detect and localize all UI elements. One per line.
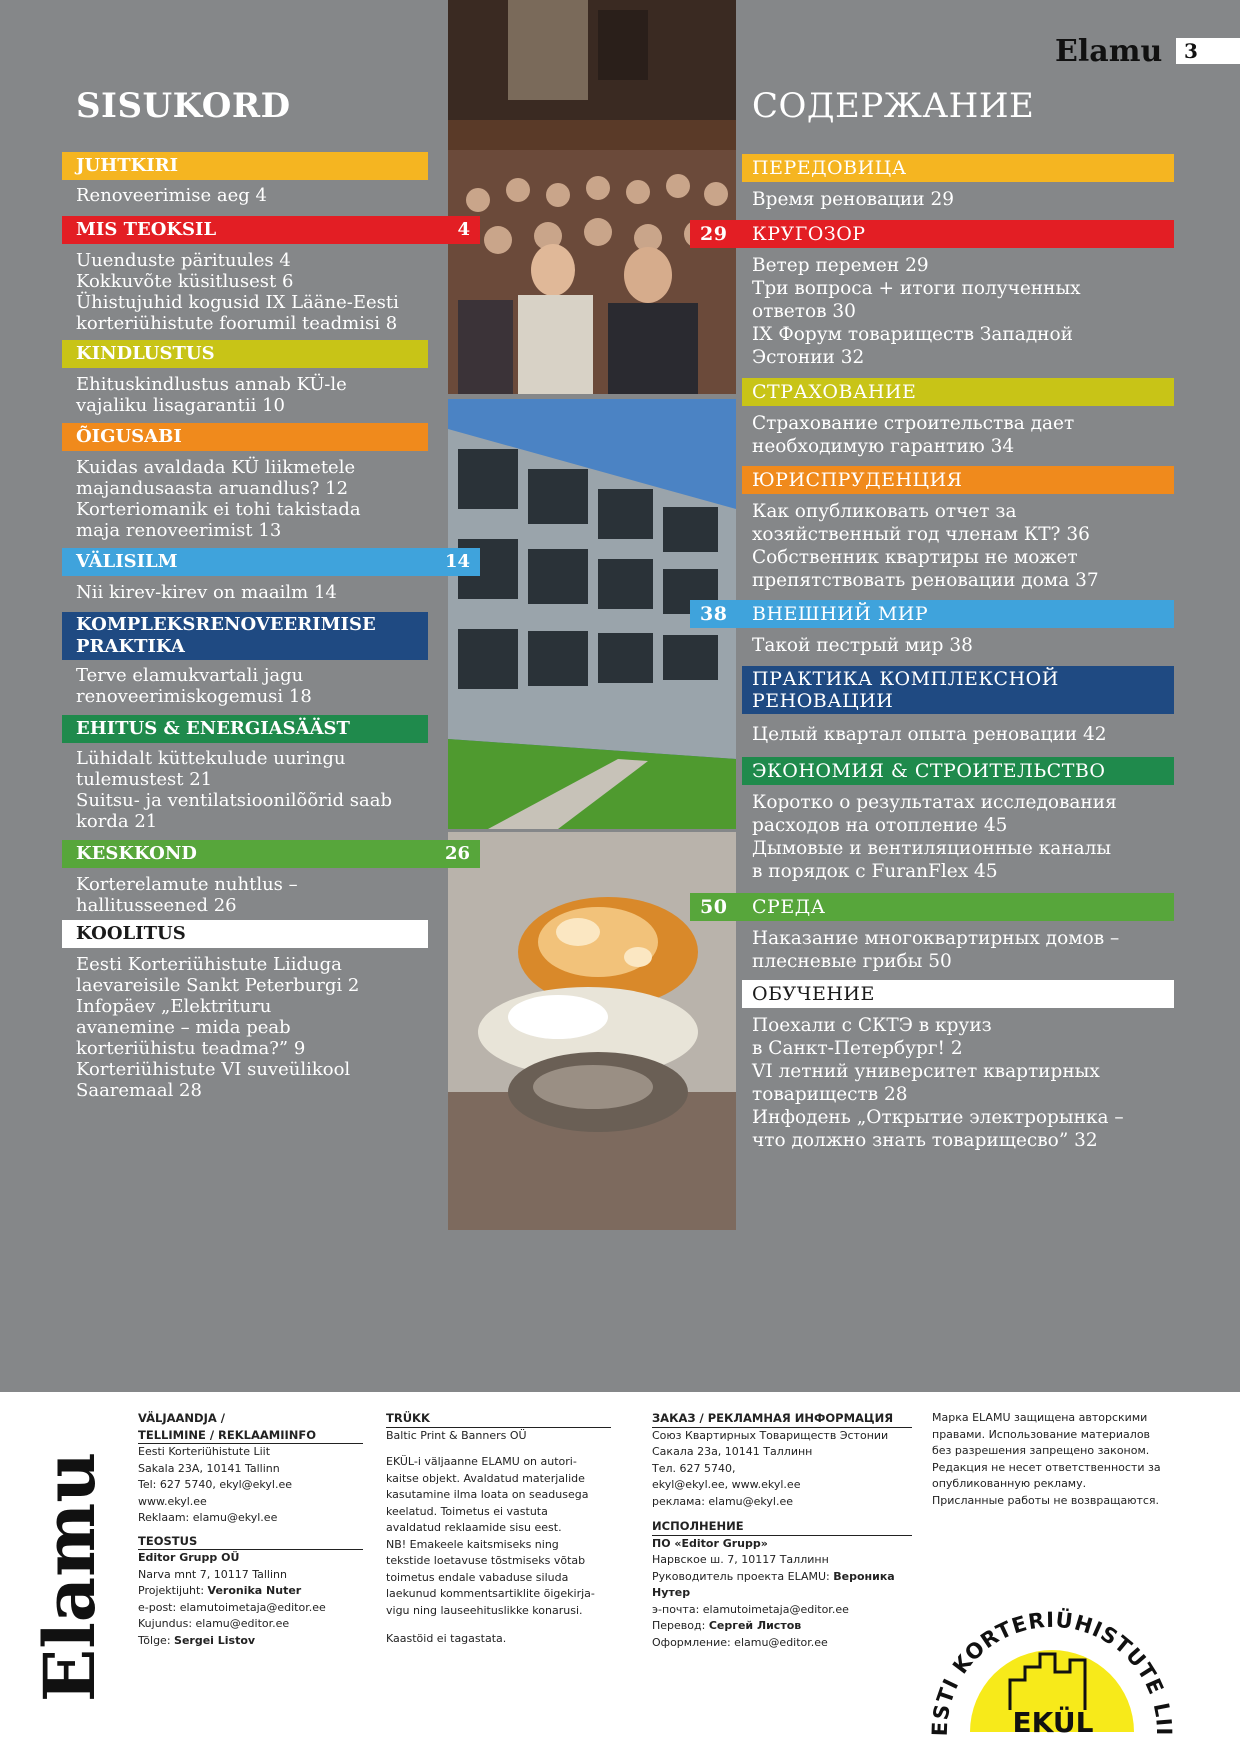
copyright-notice-line: toimetus endale vabaduse siluda	[386, 1570, 569, 1584]
et-section-bar	[62, 152, 428, 180]
vertical-logo-text: Elamu	[28, 1451, 111, 1703]
et-toc-item[interactable]: maja renoveerimist 13	[76, 520, 282, 541]
ru-execution-company: ПО «Editor Grupp»	[652, 1536, 768, 1550]
ru-toc-item[interactable]: Целый квартал опыта реновации 42	[752, 724, 1107, 745]
publisher-info-line: Sakala 23A, 10141 Tallinn	[138, 1461, 280, 1475]
publisher-info-line: Reklaam: elamu@ekyl.ee	[138, 1511, 278, 1524]
et-section-label: EHITUS & ENERGIASÄÄST	[76, 718, 350, 739]
imprint-col-copyright	[932, 1410, 1172, 1509]
ru-toc-item[interactable]: Поехали с СКТЭ в круиз	[752, 1015, 992, 1036]
ru-lead-name-2: Нутер	[652, 1586, 691, 1599]
et-toc-item[interactable]: Infopäev „Elektrituru	[76, 996, 272, 1017]
ru-toc-item[interactable]: в Санкт-Петербург! 2	[752, 1038, 963, 1059]
ru-publisher-info-line: Тел. 627 5740,	[652, 1461, 736, 1475]
imprint-col-publisher	[138, 1410, 363, 1649]
ru-section-label-2: РЕНОВАЦИИ	[752, 690, 894, 712]
et-toc-item[interactable]: Suitsu- ja ventilatsioonilõõrid saab	[76, 790, 392, 811]
et-toc-item[interactable]: vajaliku lisagarantii 10	[76, 395, 285, 416]
ekul-logo	[925, 1542, 1180, 1747]
et-toc-item[interactable]: Terve elamukvartali jagu	[76, 665, 304, 686]
ru-toc-item[interactable]: плесневые грибы 50	[752, 951, 952, 972]
ekul-arc-text: ESTI KORTERIÜHISTUTE LII	[927, 1607, 1177, 1737]
ru-section-bar	[742, 666, 1174, 714]
et-section-bar	[62, 423, 428, 451]
ru-copyright-line: Марка ELAMU защищена авторскими	[932, 1411, 1148, 1424]
ru-section-items	[752, 791, 1117, 883]
et-toc-item[interactable]: renoveerimiskogemusi 18	[76, 686, 312, 707]
et-toc-item[interactable]: Lühidalt küttekulude uuringu	[76, 748, 346, 769]
et-section-items	[76, 954, 359, 1101]
ru-section-bar	[742, 757, 1174, 785]
ru-lead-label: Руководитель проекта ELAMU:	[652, 1569, 834, 1583]
ru-toc-item[interactable]: Коротко о результатах исследования	[752, 792, 1117, 813]
copyright-notice-line: vigu ning lauseehituslikke konarusi.	[386, 1603, 583, 1617]
copyright-notice-line: EKÜL-i väljaanne ELAMU on autori-	[386, 1455, 577, 1468]
ru-section-bar	[690, 600, 1174, 628]
publisher-info-line: Eesti Korteriühistute Liit	[138, 1445, 271, 1458]
et-toc-item[interactable]: Eesti Korteriühistute Liiduga	[76, 954, 342, 975]
ru-section-label: КРУГОЗОР	[752, 223, 866, 245]
ru-publisher-info-line: Сакала 23а, 10141 Таллинн	[652, 1445, 813, 1458]
ru-lead-line-2	[652, 1585, 912, 1602]
ru-section-label: ПРАКТИКА КОМПЛЕКСНОЙ	[752, 668, 1059, 690]
ru-copyright-line: правами. Использование материалов	[932, 1427, 1151, 1441]
ru-toc-item[interactable]: необходимую гарантию 34	[752, 436, 1015, 457]
translation-name: Sergei Listov	[174, 1633, 256, 1647]
publisher-heading	[138, 1410, 363, 1427]
et-section-bar	[62, 612, 428, 660]
imprint-col-ru-publisher	[652, 1410, 912, 1651]
ru-toc-item[interactable]: расходов на отопление 45	[752, 815, 1008, 836]
ru-section-bar	[742, 154, 1174, 182]
ru-section-items	[752, 634, 973, 657]
project-lead-line	[138, 1583, 363, 1600]
ru-publisher-info-line: ekyl@ekyl.ee, www.ekyl.ee	[652, 1478, 801, 1491]
ru-section-page-number: 38	[700, 603, 728, 625]
ru-toc-item[interactable]: Дымовые и вентиляционные каналы	[752, 838, 1112, 859]
et-section-page-number: 26	[444, 843, 470, 864]
ru-toc-item[interactable]: Как опубликовать отчет за	[752, 501, 1017, 522]
et-section-bar	[62, 548, 480, 576]
teostus-address-line: Narva mnt 7, 10117 Tallinn	[138, 1567, 287, 1581]
et-title: SISUKORD	[76, 86, 291, 126]
ru-section-label: ЮРИСПРУДЕНЦИЯ	[752, 469, 963, 491]
header-logo: Elamu	[1055, 34, 1163, 69]
et-section-label: MIS TEOKSIL	[76, 219, 217, 240]
et-section-page-number: 4	[457, 219, 470, 240]
mold-fungus-illustration	[448, 832, 736, 1230]
et-toc-item[interactable]: Korteriühistute VI suveülikool	[76, 1059, 351, 1080]
ru-toc-item[interactable]: VI летний университет квартирных	[752, 1061, 1100, 1082]
ru-toc-item[interactable]: Ветер перемен 29	[752, 255, 929, 276]
ru-section-bar	[690, 220, 1174, 248]
ru-copyright-line: Редакция не несет ответственности за	[932, 1460, 1161, 1474]
et-toc-item[interactable]: Renoveerimise aeg 4	[76, 185, 267, 206]
et-toc-item[interactable]: avanemine – mida peab	[76, 1017, 291, 1038]
ru-toc-item[interactable]: что должно знать товарищесво” 32	[752, 1130, 1098, 1151]
et-toc-item[interactable]: laevareisile Sankt Peterburgi 2	[76, 975, 360, 996]
ru-lead-name-1: Вероника	[833, 1569, 895, 1583]
et-section-bar	[62, 840, 480, 868]
copyright-notice-line: kaitse objekt. Avaldatud materjalide	[386, 1471, 585, 1485]
et-section-bar	[62, 340, 428, 368]
page-number: 3	[1176, 38, 1240, 64]
ru-section-items	[752, 412, 1074, 458]
ru-toc-item[interactable]: IX Форум товариществ Западной	[752, 324, 1073, 345]
et-section-label: VÄLISILM	[76, 551, 178, 572]
ru-section-page-number: 50	[700, 896, 728, 918]
copyright-notice-line: keelatud. Toimetus ei vastuta	[386, 1504, 548, 1518]
publisher-heading-1: VÄLJAANDJA /	[138, 1411, 225, 1425]
ru-lead-line	[652, 1569, 912, 1586]
ru-toc-item[interactable]: Время реновации 29	[752, 189, 955, 210]
project-lead-label: Projektijuht:	[138, 1584, 208, 1597]
ru-section-label: ПЕРЕДОВИЦА	[752, 157, 907, 179]
et-section-label-2: PRAKTIKA	[76, 636, 185, 657]
et-section-items	[76, 748, 392, 832]
ru-section-items	[752, 254, 1081, 369]
et-toc-item[interactable]: hallitusseened 26	[76, 895, 237, 916]
et-toc-item[interactable]: korteriühistu teadma?” 9	[76, 1038, 306, 1059]
ru-toc-item[interactable]: Инфодень „Открытие электрорынка –	[752, 1107, 1124, 1128]
publisher-info-line: www.ekyl.ee	[138, 1494, 207, 1508]
et-section-items	[76, 874, 298, 916]
ru-toc-item[interactable]: Три вопроса + итоги полученных	[752, 278, 1081, 299]
ru-toc-item[interactable]: ответов 30	[752, 301, 856, 322]
ru-toc-item[interactable]: Наказание многоквартирных домов –	[752, 928, 1120, 949]
et-section-items	[76, 250, 399, 334]
ru-toc-item[interactable]: товариществ 28	[752, 1084, 908, 1105]
et-section-bar	[62, 715, 428, 743]
et-section-items	[76, 374, 347, 416]
copyright-notice-line: avaldatud reklaamide sisu eest.	[386, 1521, 562, 1534]
et-toc-item[interactable]: Ehituskindlustus annab KÜ-le	[76, 374, 347, 395]
ru-order-heading: ЗАКАЗ / РЕКЛАМНАЯ ИНФОРМАЦИЯ	[652, 1410, 912, 1428]
et-toc-item[interactable]: Ühistujuhid kogusid IX Lääne-Eesti	[76, 292, 399, 313]
et-section-items	[76, 457, 361, 541]
et-section-label: KESKKOND	[76, 843, 197, 864]
et-section-label: KINDLUSTUS	[76, 343, 215, 364]
et-toc-item[interactable]: Korteriomanik ei tohi takistada	[76, 499, 361, 520]
et-toc-item[interactable]: Nii kirev-kirev on maailm 14	[76, 582, 337, 603]
ru-section-bar	[690, 893, 1174, 921]
et-section-label: ÕIGUSABI	[76, 426, 182, 447]
et-section-items	[76, 665, 312, 707]
teostus-company: Editor Grupp OÜ	[138, 1551, 240, 1564]
et-toc-item[interactable]: Saaremaal 28	[76, 1080, 202, 1101]
et-section-label: KOOLITUS	[76, 923, 186, 944]
ru-section-label: СТРАХОВАНИЕ	[752, 381, 917, 403]
et-toc-item[interactable]: Korterelamute nuhtlus –	[76, 874, 298, 895]
et-section-items	[76, 185, 267, 206]
ru-translation-label: Перевод:	[652, 1619, 709, 1632]
et-section-label: JUHTKIRI	[76, 155, 179, 176]
print-heading: TRÜKK	[386, 1410, 611, 1428]
ru-copyright-line: без разрешения запрещено законом.	[932, 1444, 1150, 1457]
ru-title: СОДЕРЖАНИЕ	[752, 86, 1035, 126]
project-lead-name: Veronika Nuter	[207, 1584, 302, 1597]
et-toc-item[interactable]: korteriühistute foorumil teadmisi 8	[76, 313, 398, 334]
ru-toc-item[interactable]: препятствовать реновации дома 37	[752, 570, 1099, 591]
ru-section-label: ЭКОНОМИЯ & СТРОИТЕЛЬСТВО	[752, 760, 1106, 782]
publisher-heading-2: TELLIMINE / REKLAAMIINFO	[138, 1427, 363, 1445]
printer-name: Baltic Print & Banners OÜ	[386, 1428, 527, 1442]
vertical-logo	[30, 1412, 110, 1742]
ru-translation-name: Сергей Листов	[708, 1619, 802, 1632]
ru-section-items	[752, 723, 1107, 746]
et-section-bar	[62, 920, 428, 948]
ru-section-label: ВНЕШНИЙ МИР	[752, 603, 929, 625]
teostus-contact-line: e-post: elamutoimetaja@editor.ee	[138, 1600, 326, 1614]
ru-toc-item[interactable]: Такой пестрый мир 38	[752, 635, 973, 656]
ru-toc-item[interactable]: Собственник квартиры не может	[752, 547, 1078, 568]
ru-section-label: СРЕДА	[752, 896, 826, 918]
audience-illustration	[448, 0, 736, 394]
imprint-footer	[0, 1392, 1240, 1754]
ru-toc-item[interactable]: хозяйственный год членам КТ? 36	[752, 524, 1090, 545]
copyright-notice-line: laekunud kommentsartiklite õigekirja-	[386, 1587, 595, 1600]
et-toc-item[interactable]: korda 21	[76, 811, 158, 832]
ru-execution-heading: ИСПОЛНЕНИЕ	[652, 1518, 912, 1536]
copyright-notice-line: NB! Emakeele kaitsmiseks ning	[386, 1537, 559, 1551]
imprint-col-print	[386, 1410, 611, 1648]
ru-toc-item[interactable]: в порядок с FuranFlex 45	[752, 861, 998, 882]
et-section-label: KOMPLEKSRENOVEERIMISE	[76, 614, 376, 635]
ru-section-items	[752, 1014, 1124, 1152]
ru-design-line: Оформление: elamu@editor.ee	[652, 1635, 828, 1649]
et-toc-item[interactable]: Kuidas avaldada KÜ liikmetele	[76, 457, 356, 478]
et-toc-item[interactable]: Kokkuvõte küsitlusest 6	[76, 271, 294, 292]
et-toc-item[interactable]: majandusaasta aruandlus? 12	[76, 478, 349, 499]
et-section-page-number: 14	[444, 551, 470, 572]
ru-section-items	[752, 188, 954, 211]
et-section-items	[76, 582, 337, 603]
ru-translation-line	[652, 1618, 912, 1635]
copyright-notice-line: kasutamine ilma loata on seadusega	[386, 1488, 589, 1501]
teostus-contact-line: Kujundus: elamu@editor.ee	[138, 1617, 290, 1630]
publisher-info-line: Tel: 627 5740, ekyl@ekyl.ee	[138, 1478, 293, 1491]
et-toc-item[interactable]: tulemustest 21	[76, 769, 213, 790]
translation-line	[138, 1633, 363, 1650]
ru-section-bar	[742, 378, 1174, 406]
ru-copyright-line: опубликованную рекламу.	[932, 1477, 1087, 1490]
et-toc-item[interactable]: Uuenduste pärituules 4	[76, 250, 291, 271]
et-section-bar	[62, 216, 480, 244]
ru-execution-contact-line: э-почта: elamutoimetaja@editor.ee	[652, 1602, 849, 1616]
ru-section-bar	[742, 980, 1174, 1008]
ru-publisher-info-line: реклама: elamu@ekyl.ee	[652, 1494, 794, 1508]
ru-toc-item[interactable]: Эстонии 32	[752, 347, 865, 368]
photo-audience	[448, 0, 736, 394]
ru-section-bar	[742, 466, 1174, 494]
copyright-notice-line: tekstide loetavuse tõstmiseks võtab	[386, 1554, 586, 1567]
ru-toc-item[interactable]: Страхование строительства дает	[752, 413, 1075, 434]
no-return-note: Kaastöid ei tagastata.	[386, 1632, 507, 1645]
ru-section-page-number: 29	[700, 223, 728, 245]
ru-section-items	[752, 927, 1119, 973]
ru-section-label: ОБУЧЕНИЕ	[752, 983, 875, 1005]
ekul-abbr: EKÜL	[1012, 1706, 1094, 1739]
ru-publisher-info-line: Союз Квартирных Товариществ Эстонии	[652, 1428, 889, 1442]
photo-mold	[448, 832, 736, 1230]
ru-copyright-line: Присланные работы не возвращаются.	[932, 1493, 1160, 1507]
translation-label: Tõlge:	[138, 1633, 175, 1647]
ru-execution-address-line: Нарвское ш. 7, 10117 Таллинн	[652, 1553, 829, 1566]
teostus-heading: TEOSTUS	[138, 1533, 363, 1551]
ekul-badge	[925, 1542, 1180, 1747]
ru-section-items	[752, 500, 1099, 592]
